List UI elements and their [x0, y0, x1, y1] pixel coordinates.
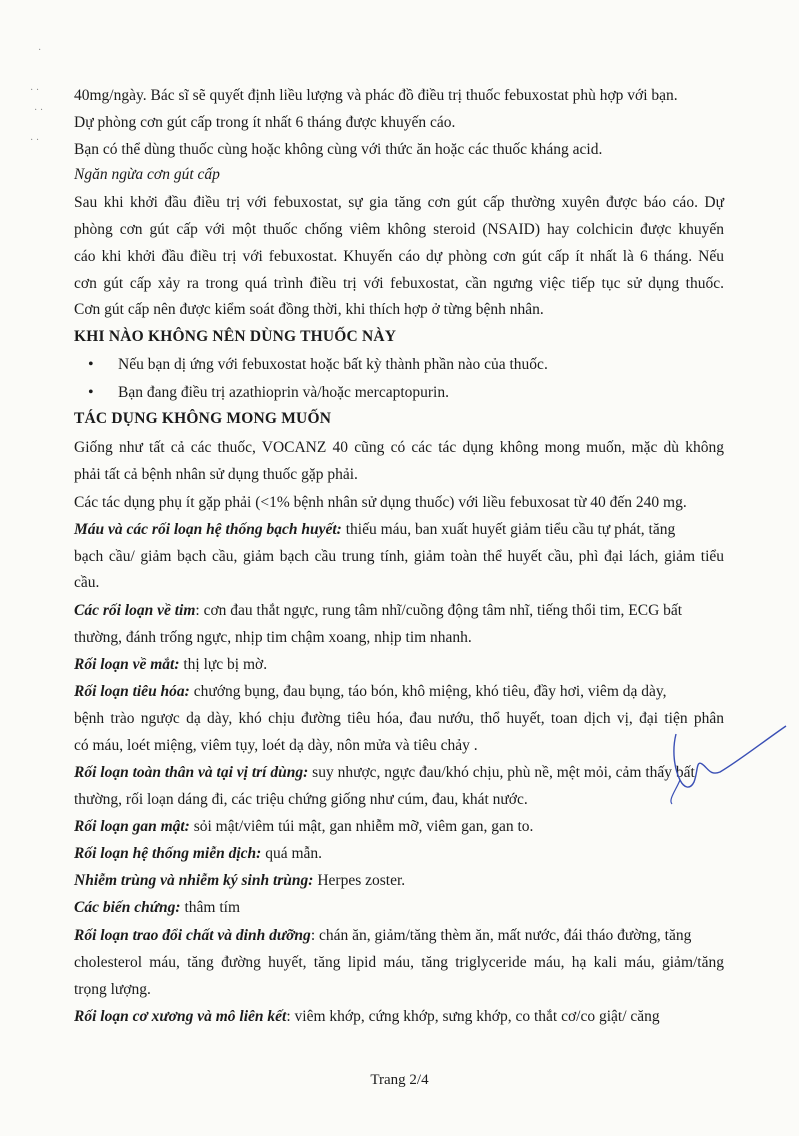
bullet-icon: • — [88, 356, 94, 373]
text-line: bệnh trào ngược dạ dày, khó chịu đường tiêu hóa, đau nướu, thổ huyết, toan dịch vị, đại tiện phân — [74, 710, 724, 727]
section-text: Herpes zoster. — [313, 872, 406, 889]
text-line — [74, 655, 267, 675]
handwritten-initial-mark — [650, 720, 790, 810]
section-label-complications: Các biến chứng: — [74, 899, 181, 916]
text-line: Cơn gút cấp nên được kiểm soát đồng thời, khi thích hợp ở từng bệnh nhân. — [74, 301, 544, 318]
text-line — [74, 871, 405, 891]
section-label-musculoskeletal: Rối loạn cơ xương và mô liên kết — [74, 1008, 287, 1025]
text-line: phòng cơn gút cấp với một thuốc chống viêm không steroid (NSAID) hay colchicin được khuyến — [74, 221, 724, 238]
heading-contraindications: KHI NÀO KHÔNG NÊN DÙNG THUỐC NÀY — [74, 328, 397, 345]
text-line: thường, rối loạn dáng đi, các triệu chứng giống như cúm, đau, khát nước. — [74, 791, 528, 808]
bullet-icon: • — [88, 384, 94, 401]
section-label-liver: Rối loạn gan mật: — [74, 818, 190, 835]
page-number: Trang 2/4 — [370, 1072, 429, 1088]
section-label-heart: Các rối loạn về tim — [74, 602, 196, 619]
text-line: bạch cầu/ giảm bạch cầu, giảm bạch cầu trung tính, giảm toàn thể huyết cầu, phì đại lách, giảm tiểu — [74, 548, 724, 565]
section-label-infection: Nhiễm trùng và nhiễm ký sinh trùng: — [74, 872, 314, 889]
scan-speck: · — [38, 45, 42, 56]
list-item: Bạn đang điều trị azathioprin và/hoặc mercaptopurin. — [118, 384, 449, 401]
text-line — [74, 844, 322, 864]
text-line — [74, 926, 691, 946]
text-line: có máu, loét miệng, viêm tụy, loét dạ dày, nôn mửa và tiêu chảy . — [74, 737, 478, 754]
text-line: Dự phòng cơn gút cấp trong ít nhất 6 tháng được khuyến cáo. — [74, 114, 456, 131]
scan-speck: · · — [34, 105, 44, 116]
text-line — [74, 601, 682, 621]
text-line — [74, 1007, 660, 1027]
list-item: Nếu bạn dị ứng với febuxostat hoặc bất kỳ thành phần nào của thuốc. — [118, 356, 548, 373]
text-line: 40mg/ngày. Bác sĩ sẽ quyết định liều lượng và phác đồ điều trị thuốc febuxostat phù hợp với bạn. — [74, 87, 678, 104]
section-text: sỏi mật/viêm túi mật, gan nhiễm mỡ, viêm gan, gan to. — [189, 818, 534, 835]
section-text: : viêm khớp, cứng khớp, sưng khớp, co thắt cơ/co giật/ căng — [286, 1008, 660, 1025]
section-label-blood: Máu và các rối loạn hệ thống bạch huyết: — [74, 521, 342, 538]
section-text: : cơn đau thắt ngực, rung tâm nhĩ/cuồng động tâm nhĩ, tiếng thổi tim, ECG bất — [195, 602, 683, 619]
text-line — [74, 520, 675, 540]
text-line: trọng lượng. — [74, 981, 151, 998]
scan-speck: · · — [30, 135, 40, 146]
text-line — [74, 682, 667, 702]
section-label-digestive: Rối loạn tiêu hóa: — [74, 683, 190, 700]
text-line: Các tác dụng phụ ít gặp phải (<1% bệnh nhân sử dụng thuốc) với liều febuxosat từ 40 đến 240 mg. — [74, 494, 687, 511]
section-text: chướng bụng, đau bụng, táo bón, khô miệng, khó tiêu, đầy hơi, viêm dạ dày, — [189, 683, 667, 700]
section-text: thị lực bị mờ. — [179, 656, 268, 673]
text-line — [74, 817, 533, 837]
text-line — [74, 898, 240, 918]
text-line: thường, đánh trống ngực, nhịp tim chậm xoang, nhịp tim nhanh. — [74, 629, 472, 646]
section-label-general: Rối loạn toàn thân và tại vị trí dùng: — [74, 764, 309, 781]
scan-speck: · · — [30, 85, 40, 96]
heading-side-effects: TÁC DỤNG KHÔNG MONG MUỐN — [74, 410, 332, 427]
section-text: thiếu máu, ban xuất huyết giảm tiểu cầu tự phát, tăng — [341, 521, 676, 538]
section-text: suy nhược, ngực đau/khó chịu, phù nề, mệt mỏi, cảm thấy bất — [308, 764, 695, 781]
text-line: phải tất cả bệnh nhân sử dụng thuốc gặp phải. — [74, 466, 358, 483]
section-text: quá mẫn. — [261, 845, 323, 862]
section-text: : chán ăn, giảm/tăng thèm ăn, mất nước, đái tháo đường, tăng — [310, 927, 692, 944]
text-line — [74, 763, 695, 783]
text-line: cáo khi khởi đầu điều trị với febuxostat. Khuyến cáo dự phòng cơn gút cấp ít nhất là 6 tháng. Nếu — [74, 248, 724, 265]
text-line: Bạn có thể dùng thuốc cùng hoặc không cùng với thức ăn hoặc các thuốc kháng acid. — [74, 141, 603, 158]
text-line: cholesterol máu, tăng đường huyết, tăng lipid máu, tăng triglyceride máu, hạ kali máu, giảm/tăng — [74, 954, 724, 971]
text-line: cơn gút cấp xảy ra trong quá trình điều trị với febuxostat, cần ngưng việc tiếp tục sử dụng thuốc. — [74, 275, 724, 292]
subheading-prevention: Ngăn ngừa cơn gút cấp — [74, 166, 220, 183]
section-label-eye: Rối loạn về mắt: — [74, 656, 180, 673]
text-line: Sau khi khởi đầu điều trị với febuxostat, sự gia tăng cơn gút cấp thường xuyên được báo cáo. Dự — [74, 194, 724, 211]
text-line: Giống như tất cả các thuốc, VOCANZ 40 cũng có các tác dụng không mong muốn, mặc dù không — [74, 439, 724, 456]
section-label-immune: Rối loạn hệ thống miễn dịch: — [74, 845, 262, 862]
text-line: cầu. — [74, 574, 100, 591]
section-text: thâm tím — [180, 899, 241, 916]
section-label-metabolism: Rối loạn trao đổi chất và dinh dưỡng — [74, 927, 311, 944]
